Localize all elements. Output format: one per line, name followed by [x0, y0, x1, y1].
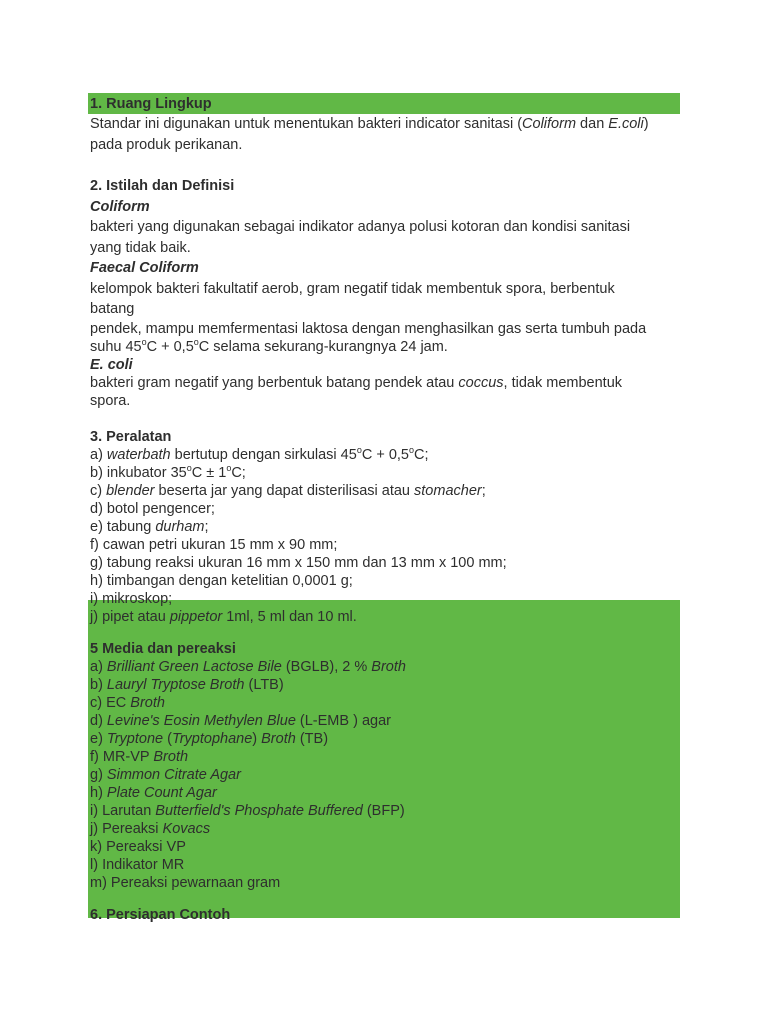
text-segment: C;: [231, 464, 246, 481]
spacer: [90, 155, 680, 176]
text-segment: bakteri gram negatif yang berbentuk batang pendek atau: [90, 374, 459, 391]
degree-sup: o: [409, 444, 415, 455]
spacer: [90, 626, 680, 640]
text-segment: (LTB): [244, 676, 284, 693]
term-italic: Tryptophane: [171, 730, 253, 747]
text-segment: bertutup dengan sirkulasi 45: [170, 446, 357, 463]
equipment-item-g: g) tabung reaksi ukuran 16 mm x 150 mm dan 13 mm x 100 mm;: [90, 554, 507, 571]
media-item-g: [90, 766, 680, 784]
term-coccus: coccus: [458, 374, 504, 391]
text-segment: C selama sekurang-kurangnya 24 jam.: [198, 338, 448, 355]
term-coliform: Coliform: [522, 116, 577, 132]
text-segment: , tidak membentuk: [503, 374, 623, 391]
term-italic: Broth: [261, 730, 296, 747]
text-segment: j) pipet atau: [90, 608, 170, 625]
text-segment: beserta jar yang dapat disterilisasi atau: [154, 482, 415, 499]
coliform-definition-line-2: yang tidak baik.: [90, 239, 191, 256]
term-italic: Butterfield's Phosphate Buffered: [155, 802, 363, 819]
text-segment: b) inkubator 35: [90, 464, 187, 481]
section-2-heading: 2. Istilah dan Definisi: [90, 178, 235, 194]
term-italic: waterbath: [106, 446, 171, 463]
text-segment: ;: [204, 518, 209, 535]
section-1-body-line-2: pada produk perikanan.: [90, 136, 243, 153]
text-segment: dan: [576, 116, 609, 132]
term-italic: stomacher: [414, 482, 482, 499]
text-segment: (L-EMB ) agar: [295, 712, 391, 729]
media-item-m: m) Pereaksi pewarnaan gram: [90, 874, 281, 891]
equipment-item-b: [90, 464, 680, 482]
degree-sup: o: [356, 444, 362, 455]
equipment-item-c: [90, 482, 680, 500]
term-coliform-heading: Coliform: [90, 198, 150, 215]
text-segment: (TB): [295, 730, 329, 747]
text-segment: f) MR-VP: [90, 748, 154, 765]
text-segment: C ± 1: [191, 464, 227, 481]
media-item-e: [90, 730, 680, 748]
media-item-i: [90, 802, 680, 820]
section-5-heading: 5 Media dan pereaksi: [90, 640, 236, 657]
degree-sup: o: [186, 462, 192, 473]
term-italic: pippetor: [169, 608, 223, 625]
text-segment: a): [90, 658, 107, 675]
ecoli-definition-line-1: [90, 374, 680, 392]
degree-sup: o: [193, 336, 199, 347]
term-italic: Simmon Citrate Agar: [106, 766, 241, 783]
ecoli-definition-line-2: spora.: [90, 392, 131, 409]
equipment-item-a: [90, 446, 680, 464]
spacer: [90, 892, 680, 906]
term-italic: Tryptone: [106, 730, 164, 747]
faecal-definition-line-3: pendek, mampu memfermentasi laktosa dengan menghasilkan gas serta tumbuh pada: [90, 320, 647, 337]
term-italic: blender: [106, 482, 155, 499]
faecal-definition-line-2: batang: [90, 301, 135, 317]
section-1-heading: 1. Ruang Lingkup: [90, 96, 212, 112]
text-segment: e) tabung: [90, 518, 156, 535]
media-item-l: l) Indikator MR: [90, 856, 185, 873]
faecal-definition-line-1: kelompok bakteri fakultatif aerob, gram negatif tidak membentuk spora, berbentuk: [90, 280, 615, 297]
text-segment: ;: [481, 482, 486, 499]
term-faecal-coliform-heading: Faecal Coliform: [90, 260, 199, 276]
text-segment: C + 0,5: [361, 446, 409, 463]
text-segment: ): [252, 730, 262, 747]
media-item-b: [90, 676, 680, 694]
text-segment: (: [163, 730, 172, 747]
equipment-item-j: [90, 608, 680, 626]
text-segment: d): [90, 712, 107, 729]
equipment-item-i: i) mikroskop;: [90, 590, 173, 607]
term-italic: durham: [155, 518, 205, 535]
section-3-heading: 3. Peralatan: [90, 428, 172, 445]
spacer: [90, 410, 680, 428]
section-6-heading: 6. Persiapan Contoh: [90, 906, 231, 923]
equipment-item-e: [90, 518, 680, 536]
text-segment: suhu 45: [90, 338, 142, 355]
term-italic: Kovacs: [162, 820, 211, 837]
media-item-d: [90, 712, 680, 730]
text-segment: e): [90, 730, 107, 747]
text-segment: a): [90, 446, 107, 463]
text-segment: j) Pereaksi: [90, 820, 163, 837]
media-item-c: [90, 694, 680, 712]
text-segment: (BFP): [362, 802, 405, 819]
text-segment: g): [90, 766, 107, 783]
text-segment: i) Larutan: [90, 802, 156, 819]
text-segment: ): [643, 116, 649, 132]
equipment-item-h: h) timbangan dengan ketelitian 0,0001 g;: [90, 572, 353, 589]
degree-sup: o: [226, 462, 232, 473]
text-segment: b): [90, 676, 107, 693]
term-italic: Brilliant Green Lactose Bile: [106, 658, 282, 675]
text-segment: c) EC: [90, 694, 131, 711]
text-segment: Standar ini digunakan untuk menentukan bakteri indicator sanitasi (: [90, 116, 523, 132]
term-ecoli: E.coli: [608, 116, 644, 132]
coliform-definition-line-1: bakteri yang digunakan sebagai indikator adanya polusi kotoran dan kondisi sanitasi: [90, 219, 631, 235]
media-item-k: k) Pereaksi VP: [90, 838, 186, 855]
faecal-definition-line-4: [90, 338, 680, 356]
term-italic: Plate Count Agar: [106, 784, 217, 801]
degree-sup: o: [141, 336, 147, 347]
equipment-item-d: d) botol pengencer;: [90, 500, 215, 517]
term-ecoli-heading: E. coli: [90, 356, 133, 373]
section-1-body-line-1: [90, 114, 680, 135]
media-item-j: [90, 820, 680, 838]
document-page: [90, 94, 680, 924]
text-segment: h): [90, 784, 107, 801]
term-italic: Broth: [130, 694, 165, 711]
text-segment: (BGLB), 2 %: [281, 658, 372, 675]
term-italic: Levine's Eosin Methylen Blue: [106, 712, 296, 729]
term-italic: Lauryl Tryptose Broth: [106, 676, 245, 693]
term-italic: Broth: [371, 658, 406, 675]
text-segment: c): [90, 482, 107, 499]
term-italic: Broth: [153, 748, 189, 765]
equipment-item-f: f) cawan petri ukuran 15 mm x 90 mm;: [90, 536, 338, 553]
media-item-a: [90, 658, 680, 676]
media-item-f: [90, 748, 680, 766]
text-segment: C;: [414, 446, 429, 463]
text-segment: C + 0,5: [146, 338, 194, 355]
media-item-h: [90, 784, 680, 802]
text-segment: 1ml, 5 ml dan 10 ml.: [222, 608, 357, 625]
